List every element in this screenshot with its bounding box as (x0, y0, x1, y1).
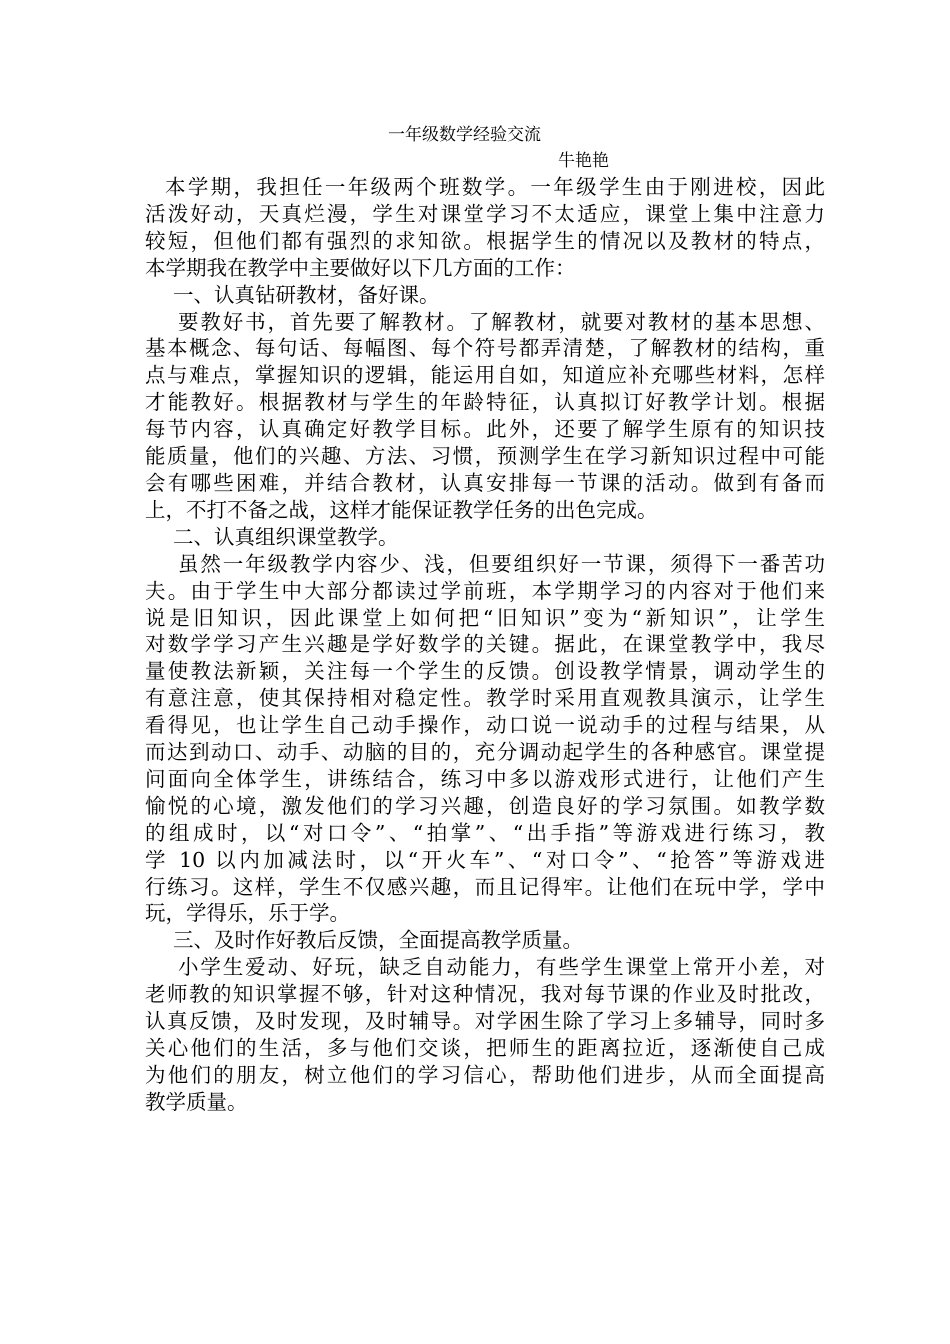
body-line: 较短，但他们都有强烈的求知欲。根据学生的情况以及教材的特点， (145, 228, 825, 253)
body-line: 的组成时，以“对口令”、“拍掌”、“出手指”等游戏进行练习，教 (145, 820, 825, 845)
body-line: 每节内容，认真确定好教学目标。此外，还要了解学生原有的知识技 (145, 417, 825, 442)
body-line: 虽然一年级教学内容少、浅，但要组织好一节课，须得下一番苦功 (178, 551, 825, 576)
body-line: 问面向全体学生，讲练结合，练习中多以游戏形式进行，让他们产生 (145, 766, 825, 791)
body-line: 而达到动口、动手、动脑的目的，充分调动起学生的各种感官。课堂提 (145, 740, 825, 765)
body-line: 教学质量。 (145, 1089, 248, 1114)
section-heading: 一、认真钻研教材，备好课。 (173, 282, 440, 307)
body-line: 本学期，我担任一年级两个班数学。一年级学生由于刚进校，因此 (165, 175, 825, 199)
body-line: 基本概念、每句话、每幅图、每个符号都弄清楚，了解教材的结构，重 (145, 336, 825, 361)
body-line: 活泼好动，天真烂漫，学生对课堂学习不太适应，课堂上集中注意力 (145, 201, 825, 226)
document-author: 牛艳艳 (558, 151, 609, 171)
body-line: 有意注意，使其保持相对稳定性。教学时采用直观教具演示，让学生 (145, 686, 825, 711)
body-line: 要教好书，首先要了解教材。了解教材，就要对教材的基本思想、 (178, 309, 825, 334)
body-line: 点与难点，掌握知识的逻辑，能运用自如，知道应补充哪些材料，怎样 (145, 363, 825, 388)
section-heading: 三、及时作好教后反馈，全面提高教学质量。 (173, 928, 583, 953)
body-line: 为他们的朋友，树立他们的学习信心，帮助他们进步，从而全面提高 (145, 1062, 825, 1087)
body-line: 量使教法新颖，关注每一个学生的反馈。创设教学情景，调动学生的 (145, 659, 825, 684)
body-line: 会有哪些困难，并结合教材，认真安排每一节课的活动。做到有备而 (145, 470, 825, 495)
body-line: 才能教好。根据教材与学生的年龄特征，认真拟订好教学计划。根据 (145, 390, 825, 415)
body-line: 对数学学习产生兴趣是学好数学的关键。据此，在课堂教学中，我尽 (145, 632, 825, 657)
body-line: 说是旧知识，因此课堂上如何把“旧知识”变为“新知识”，让学生 (145, 605, 825, 630)
body-line: 行练习。这样，学生不仅感兴趣，而且记得牢。让他们在玩中学，学中 (145, 874, 825, 899)
body-line: 玩，学得乐，乐于学。 (145, 901, 350, 926)
body-line: 本学期我在教学中主要做好以下几方面的工作： (145, 255, 576, 280)
body-line: 学 10 以内加减法时，以“开火车”、“对口令”、“抢答”等游戏进 (145, 847, 825, 872)
body-line: 老师教的知识掌握不够，针对这种情况，我对每节课的作业及时批改， (145, 982, 825, 1007)
body-line: 小学生爱动、好玩，缺乏自动能力，有些学生课堂上常开小差，对 (178, 955, 825, 980)
body-line: 上，不打不备之战，这样才能保证教学任务的出色完成。 (145, 497, 658, 522)
body-line: 关心他们的生活，多与他们交谈，把师生的距离拉近，逐渐使自己成 (145, 1036, 825, 1060)
body-line: 认真反馈，及时发现，及时辅导。对学困生除了学习上多辅导，同时多 (145, 1009, 825, 1034)
section-heading: 二、认真组织课堂教学。 (173, 524, 399, 549)
body-line: 夫。由于学生中大部分都读过学前班，本学期学习的内容对于他们来 (145, 578, 825, 603)
body-line: 看得见，也让学生自己动手操作，动口说一说动手的过程与结果，从 (145, 713, 825, 738)
document-title: 一年级数学经验交流 (388, 125, 541, 145)
document-body (145, 174, 825, 1116)
body-line: 愉悦的心境，激发他们的学习兴趣，创造良好的学习氛围。如教学数 (145, 793, 825, 818)
body-line: 能质量，他们的兴趣、方法、习惯，预测学生在学习新知识过程中可能 (145, 444, 825, 469)
